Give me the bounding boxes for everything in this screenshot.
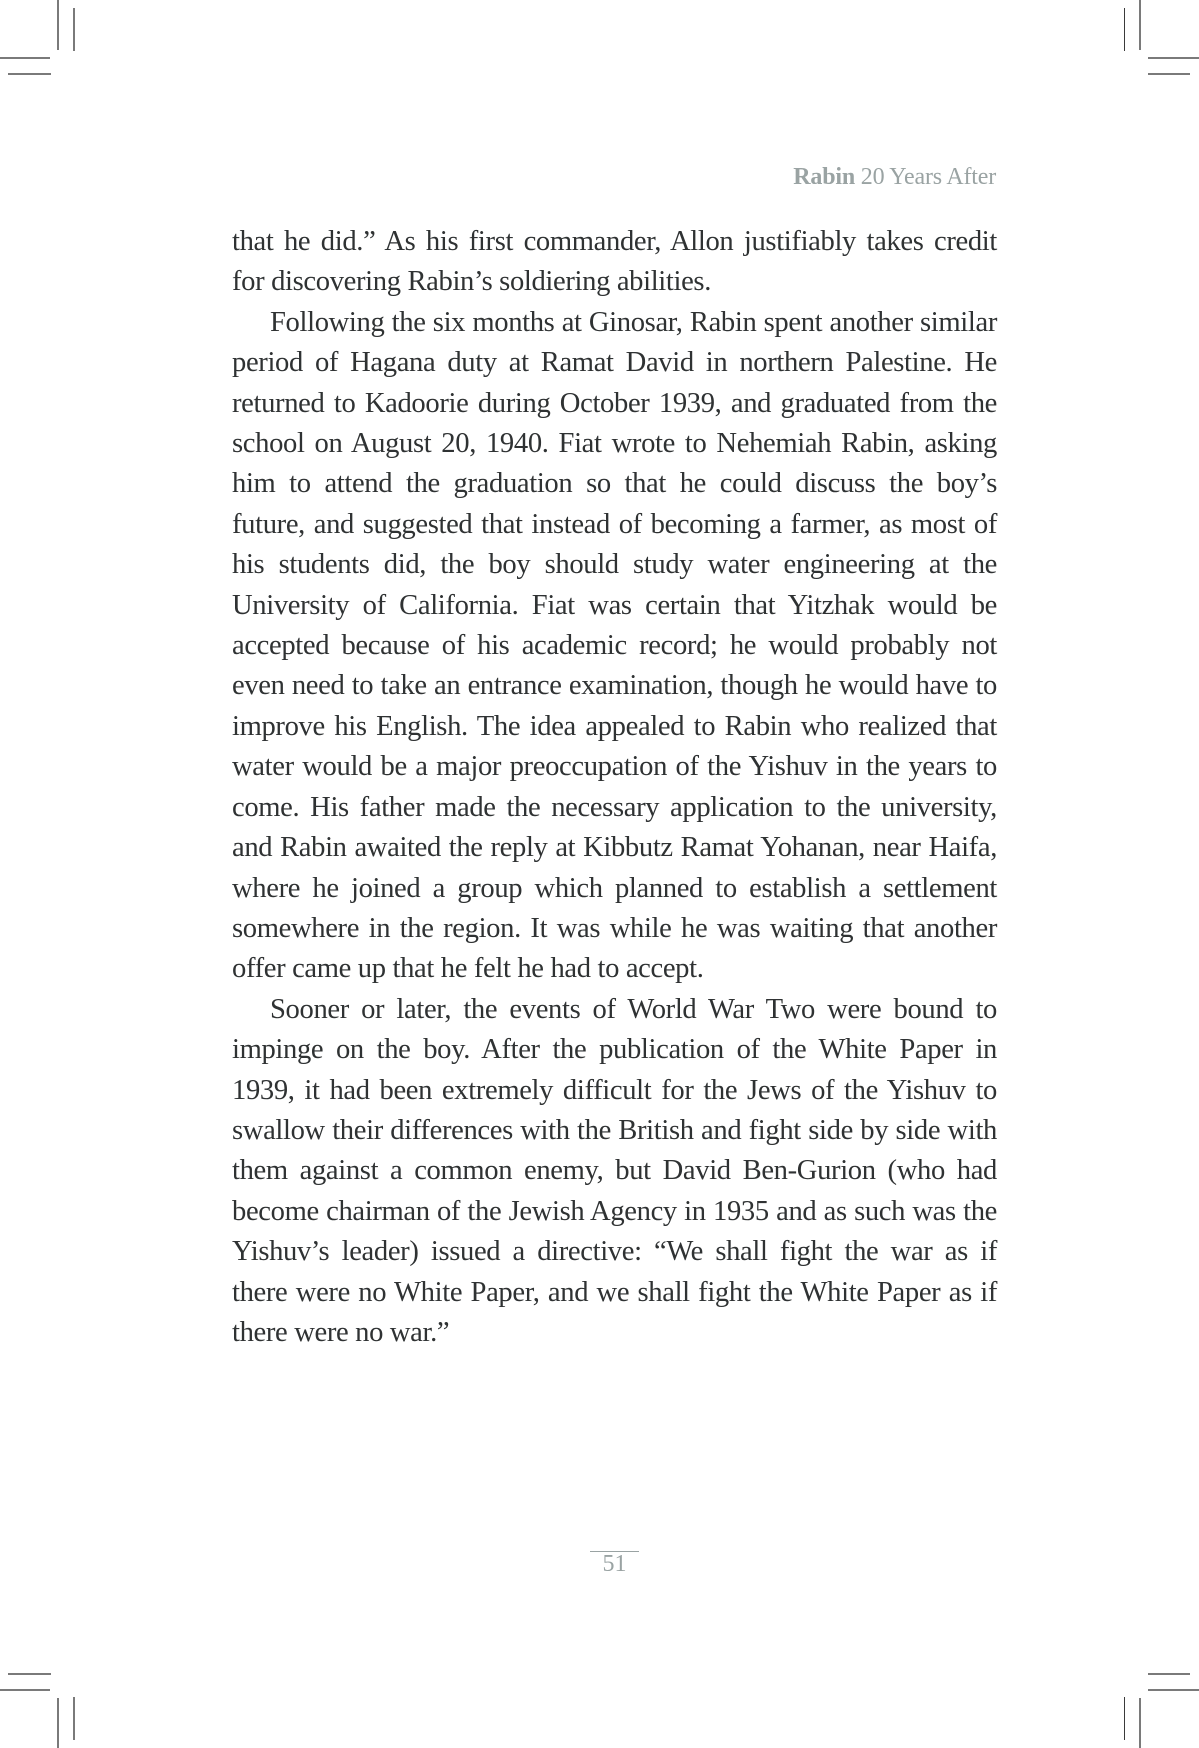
- paragraph: Sooner or later, the events of World War Two were bound to impinge on the boy. After the publication of the White Paper in 1939, it had been extremely difficult for the Jews of the Yishuv to swallow their differences with the British and fight side by side with them against a common enemy, but David Ben-Gurion (who had become chairman of the Jewish Agency in 1935 and as such was the Yishuv’s leader) issued a directive: “We shall fight the war as if there were no White Paper, and we shall fight the White Paper as if there were no war.”: [232, 993, 997, 1348]
- crop-mark: [1139, 1698, 1141, 1748]
- running-head-title: Rabin: [793, 164, 855, 190]
- crop-mark: [1148, 73, 1190, 75]
- page-number: 51: [602, 1551, 627, 1577]
- crop-mark: [1139, 0, 1141, 50]
- body-text: [232, 222, 997, 1353]
- running-head-subtitle: 20 Years After: [855, 164, 996, 190]
- crop-mark: [1124, 8, 1125, 51]
- crop-mark: [0, 57, 50, 59]
- crop-mark: [1148, 57, 1199, 59]
- running-head: [793, 164, 996, 191]
- crop-mark: [73, 8, 75, 51]
- crop-mark: [8, 73, 51, 75]
- crop-mark: [1148, 1673, 1190, 1675]
- crop-mark: [0, 1689, 50, 1691]
- crop-mark: [1124, 1697, 1125, 1740]
- paragraph: Following the six months at Ginosar, Rabin spent another similar period of Hagana duty at Ramat David in northern Palestine. He returned to Kadoorie during October 1939, and graduated from the school on August 20, 1940. Fiat wrote to Nehemiah Rabin, asking him to attend the graduation so that he could discuss the boy’s future, and suggested that instead of becoming a farmer, as most of his students did, the boy should study water engineering at the University of California. Fiat was certain that Yitzhak would be accepted because of his academic record; he would probably not even need to take an entrance examination, though he would have to improve his English. The idea appealed to Rabin who realized that water would be a major preoccupation of the Yishuv in the years to come. His father made the necessary application to the university, and Rabin awaited the reply at Kibbutz Ramat Yohanan, near Haifa, where he joined a group which planned to establish a settlement somewhere in the region. It was while he was waiting that another offer came up that he felt he had to accept.: [232, 306, 997, 985]
- crop-mark: [8, 1673, 51, 1675]
- crop-mark: [57, 0, 59, 50]
- crop-mark: [1148, 1689, 1199, 1691]
- crop-mark: [73, 1697, 75, 1740]
- crop-mark: [57, 1698, 59, 1748]
- paragraph: that he did.” As his first commander, Allon justifiably takes credit for discovering Rabin’s soldiering abilities.: [232, 226, 997, 298]
